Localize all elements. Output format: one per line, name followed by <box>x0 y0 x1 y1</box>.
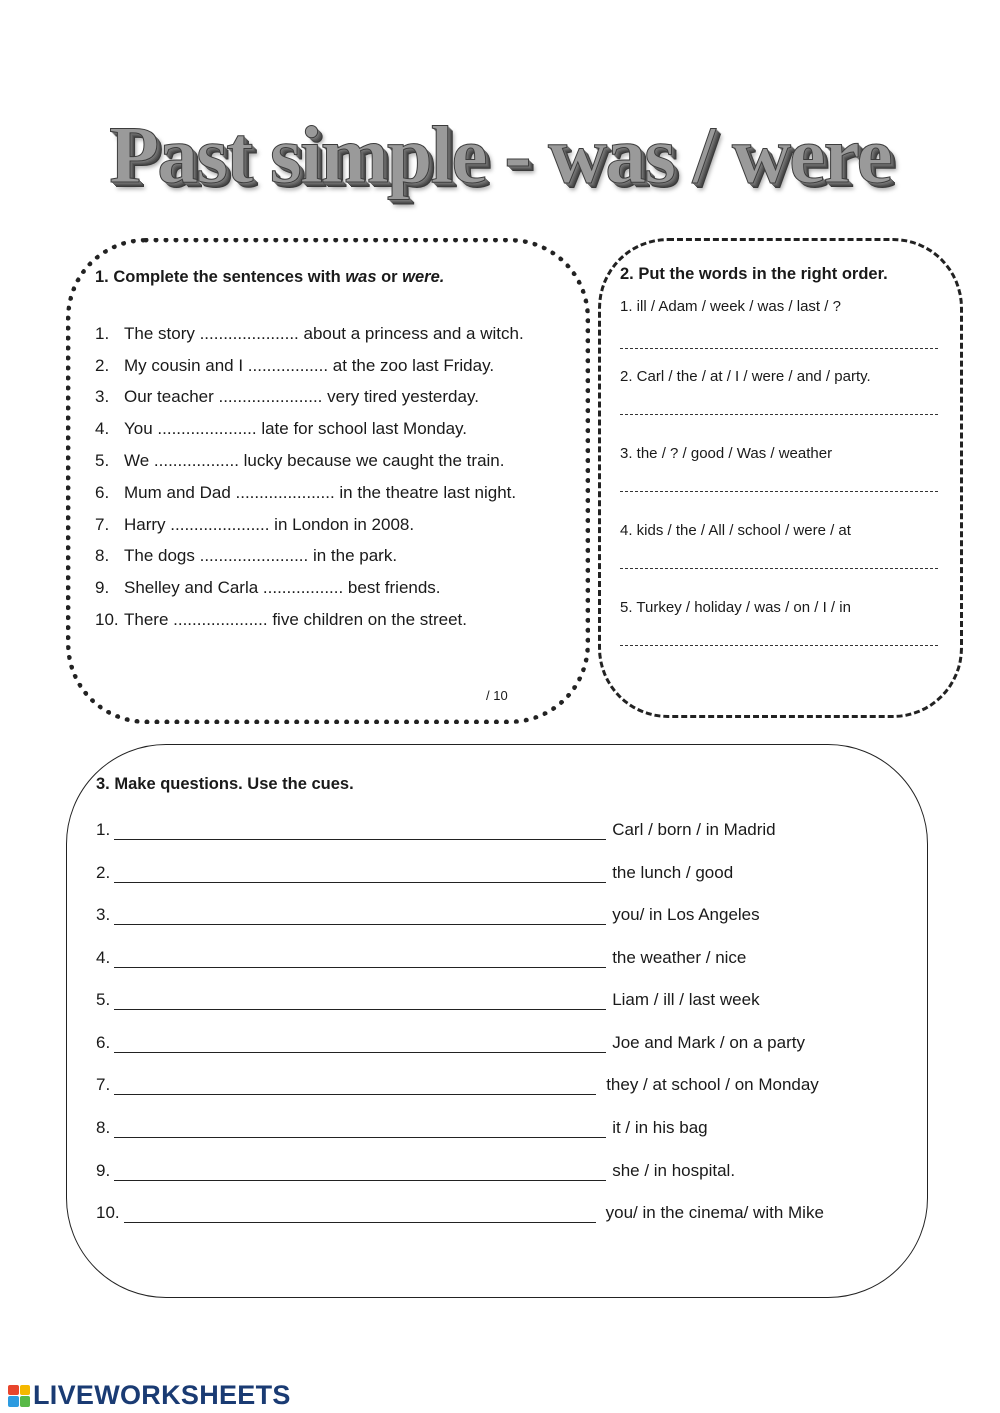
heading-word-was: was <box>345 268 377 286</box>
section-3-heading: 3. Make questions. Use the cues. <box>96 775 354 793</box>
liveworksheets-logo[interactable] <box>8 1380 291 1411</box>
question-row: 4. the weather / nice <box>96 948 747 967</box>
answer-blank[interactable] <box>124 1203 596 1223</box>
section-2-heading: 2. Put the words in the right order. <box>620 265 888 283</box>
answer-line[interactable] <box>620 491 938 492</box>
answer-blank[interactable] <box>114 1161 606 1181</box>
score-label: / 10 <box>486 688 508 703</box>
list-item: 8. The dogs ....................... in the park. <box>95 546 398 566</box>
answer-line[interactable] <box>620 414 938 415</box>
question-row: 1. Carl / born / in Madrid <box>96 820 776 839</box>
question-row: 9. she / in hospital. <box>96 1161 736 1180</box>
list-item: 2. My cousin and I ................. at the zoo last Friday. <box>95 355 495 375</box>
answer-blank[interactable] <box>114 863 606 883</box>
section-1-heading <box>95 268 444 287</box>
answer-blank[interactable] <box>114 905 606 925</box>
list-item: 6. Mum and Dad ..................... in the theatre last night. <box>95 482 517 502</box>
heading-word-were: were. <box>402 268 445 286</box>
reorder-item: 1. ill / Adam / week / was / last / ? <box>620 298 940 318</box>
list-item: 9. Shelley and Carla ................. best friends. <box>95 578 441 598</box>
answer-blank[interactable] <box>114 1033 606 1053</box>
heading-text: 1. Complete the sentences with <box>95 268 346 286</box>
logo-text: LIVEWORKSHEETS <box>33 1380 291 1410</box>
answer-line[interactable] <box>620 645 938 646</box>
question-row: 6. Joe and Mark / on a party <box>96 1033 805 1052</box>
question-row: 2. the lunch / good <box>96 863 734 882</box>
answer-blank[interactable] <box>114 1075 596 1095</box>
section-1-list <box>95 318 575 636</box>
reorder-item: 4. kids / the / All / school / were / at <box>620 522 940 542</box>
question-row: 7. they / at school / on Monday <box>96 1075 819 1094</box>
question-row: 5. Liam / ill / last week <box>96 990 760 1009</box>
question-row: 3. you/ in Los Angeles <box>96 905 760 924</box>
reorder-item: 3. the / ? / good / Was / weather <box>620 445 940 465</box>
list-item: 3. Our teacher ...................... very tired yesterday. <box>95 387 479 407</box>
list-item: 5. We .................. lucky because we caught the train. <box>95 451 505 471</box>
worksheet-title: Past simple - was / were <box>109 109 891 200</box>
logo-mark-icon <box>8 1385 30 1407</box>
list-item: 10. There .................... five children on the street. <box>95 610 467 630</box>
question-row: 10. you/ in the cinema/ with Mike <box>96 1203 824 1222</box>
list-item: 7. Harry ..................... in London in 2008. <box>95 514 415 534</box>
reorder-item: 5. Turkey / holiday / was / on / I / in <box>620 599 940 619</box>
answer-blank[interactable] <box>114 1118 606 1138</box>
list-item: 4. You ..................... late for school last Monday. <box>95 419 467 439</box>
answer-blank[interactable] <box>114 820 606 840</box>
reorder-item: 2. Carl / the / at / I / were / and / party. <box>620 368 940 388</box>
answer-line[interactable] <box>620 348 938 349</box>
heading-text: or <box>376 268 403 286</box>
answer-blank[interactable] <box>114 990 606 1010</box>
list-item: 1. The story ..................... about a princess and a witch. <box>95 323 524 343</box>
answer-line[interactable] <box>620 568 938 569</box>
answer-blank[interactable] <box>114 948 606 968</box>
question-row: 8. it / in his bag <box>96 1118 708 1137</box>
